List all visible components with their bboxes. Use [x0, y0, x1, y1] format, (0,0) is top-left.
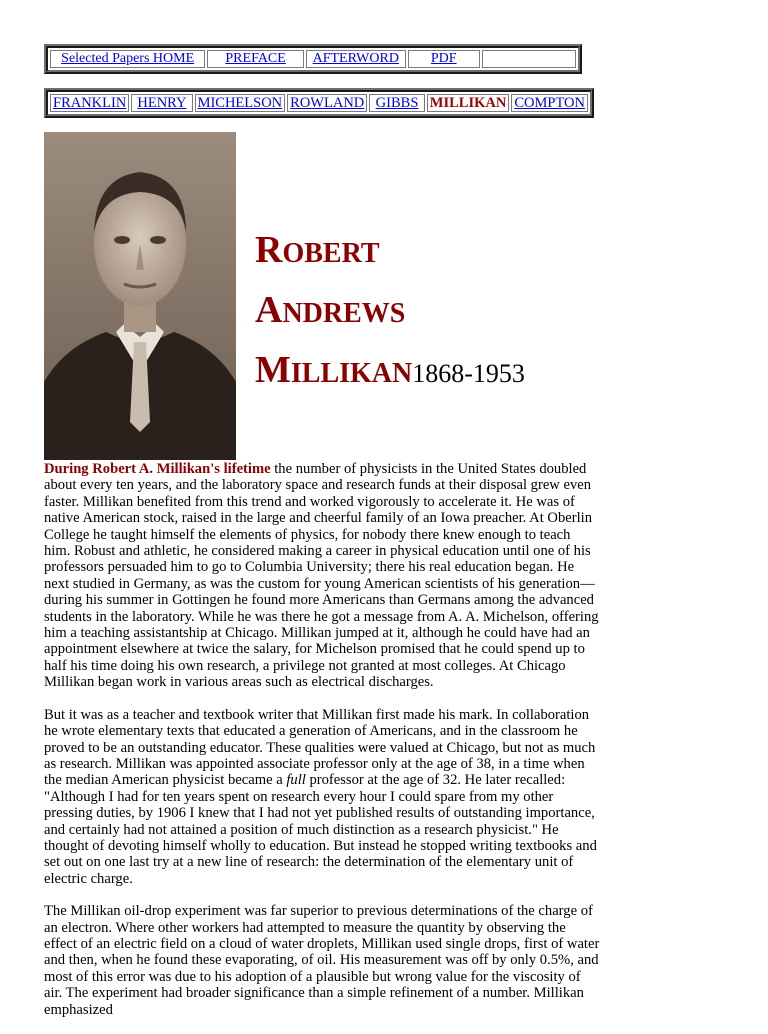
nav-current-millikan: MILLIKAN: [429, 95, 507, 111]
nav-cell-rowland: [287, 94, 367, 112]
nav-cell-henry: [131, 94, 192, 112]
name-middle-initial: A: [255, 289, 283, 331]
page-title: [255, 224, 525, 404]
nav-cell-preface: [207, 50, 304, 68]
nav-link-afterword[interactable]: AFTERWORD: [312, 51, 399, 66]
paragraph-2: [44, 707, 600, 887]
nav-cell-empty: [482, 50, 576, 68]
name-first: [255, 224, 525, 284]
nav-cell-michelson: [195, 94, 286, 112]
nav-link-franklin[interactable]: FRANKLIN: [53, 95, 127, 111]
nav-cell-afterword: [306, 50, 406, 68]
nav-link-michelson[interactable]: MICHELSON: [197, 95, 283, 111]
nav-link-compton[interactable]: COMPTON: [514, 95, 585, 111]
name-last: [255, 344, 525, 404]
nav-cell-compton: [511, 94, 588, 112]
name-last-rest: ILLIKAN: [290, 358, 413, 389]
name-middle: [255, 284, 525, 344]
nav-cell-pdf: [408, 50, 480, 68]
paragraph-2-text-b: professor at the age of 32. He later recalled: "Although I had for ten years spent on research every hour I could spare from my other pressing duties, by 1906 I knew that I had not yet published results of outstanding importance, and certainly had not attained a position of much distinction as a research physicist." He thought of devoting himself wholly to education. But instead he stopped writing textbooks and set out on one last try at a new line of research: the determination of the elementary unit of electric charge.: [44, 772, 597, 887]
nav-cell-franklin: [50, 94, 129, 112]
top-navigation: [44, 44, 582, 74]
people-navigation: [44, 88, 594, 118]
article-body: [44, 461, 600, 1034]
nav-link-henry[interactable]: HENRY: [137, 95, 187, 111]
paragraph-1-text: the number of physicists in the United States doubled about every ten years, and the laboratory space and research funds at their disposal grew even faster. Millikan benefited from this trend and worked vigorously to accelerate it. He was of native American stock, raised in the large and cheerful family of an Iowa preacher. At Oberlin College he taught himself the elements of physics, for nobody there knew enough to teach him. Robust and athletic, he considered making a career in physical education until one of his professors persuaded him to go to Columbia University; there his real education began. He next studied in Germany, as was the custom for young American scientists of his generation—during his summer in Gottingen he found more Americans than Germans among the advanced students in the laboratory. While he was there he got a message from A. A. Michelson, offering him a teaching assistantship at Chicago. Millikan jumped at it, although he could have had an appointment elsewhere at twice the salary, for Michelson promised that he could spend up to half his time doing his own research, a privilege not granted at most colleges. At Chicago Millikan began work in various areas such as electrical discharges.: [44, 461, 599, 691]
name-first-initial: R: [255, 229, 283, 271]
nav-cell-home: [50, 50, 205, 68]
nav-link-home[interactable]: Selected Papers HOME: [61, 51, 195, 66]
name-last-initial: M: [255, 349, 291, 391]
name-middle-rest: NDREWS: [282, 298, 406, 329]
millikan-portrait-photo: [44, 132, 236, 460]
nav-cell-millikan: [427, 94, 510, 112]
name-first-rest: OBERT: [282, 238, 380, 269]
paragraph-1: [44, 461, 600, 691]
nav-link-rowland[interactable]: ROWLAND: [290, 95, 365, 111]
emphasis-full: full: [286, 772, 306, 789]
paragraph-lead: During Robert A. Millikan's lifetime: [44, 461, 271, 477]
life-dates: 1868-1953: [412, 359, 525, 388]
nav-link-gibbs[interactable]: GIBBS: [375, 95, 419, 111]
paragraph-3: The Millikan oil-drop experiment was far superior to previous determinations of the charge of an electron. Where other workers had attempted to measure the quantity by observing the effect of an electric field on a cloud of water droplets, Millikan used single drops, first of water and then, when he found these evaporating, of oil. His measurement was off by only 0.5%, and most of this error was due to his adoption of a plausible but wrong value for the viscosity of air. The experiment had broader significance than a simple refinement of a number. Millikan emphasized: [44, 903, 600, 1018]
nav-link-pdf[interactable]: PDF: [430, 51, 457, 66]
nav-cell-gibbs: [369, 94, 425, 112]
paragraph-2-text-a: But it was as a teacher and textbook writer that Millikan first made his mark. In collaboration he wrote elementary texts that educated a generation of Americans, and in the classroom he proved to be an outstanding educator. These qualities were valued at Chicago, but not as much as research. Millikan was appointed associate professor only at the age of 38, in a time when the median American physicist became a: [44, 706, 596, 789]
nav-link-preface[interactable]: PREFACE: [225, 51, 286, 66]
